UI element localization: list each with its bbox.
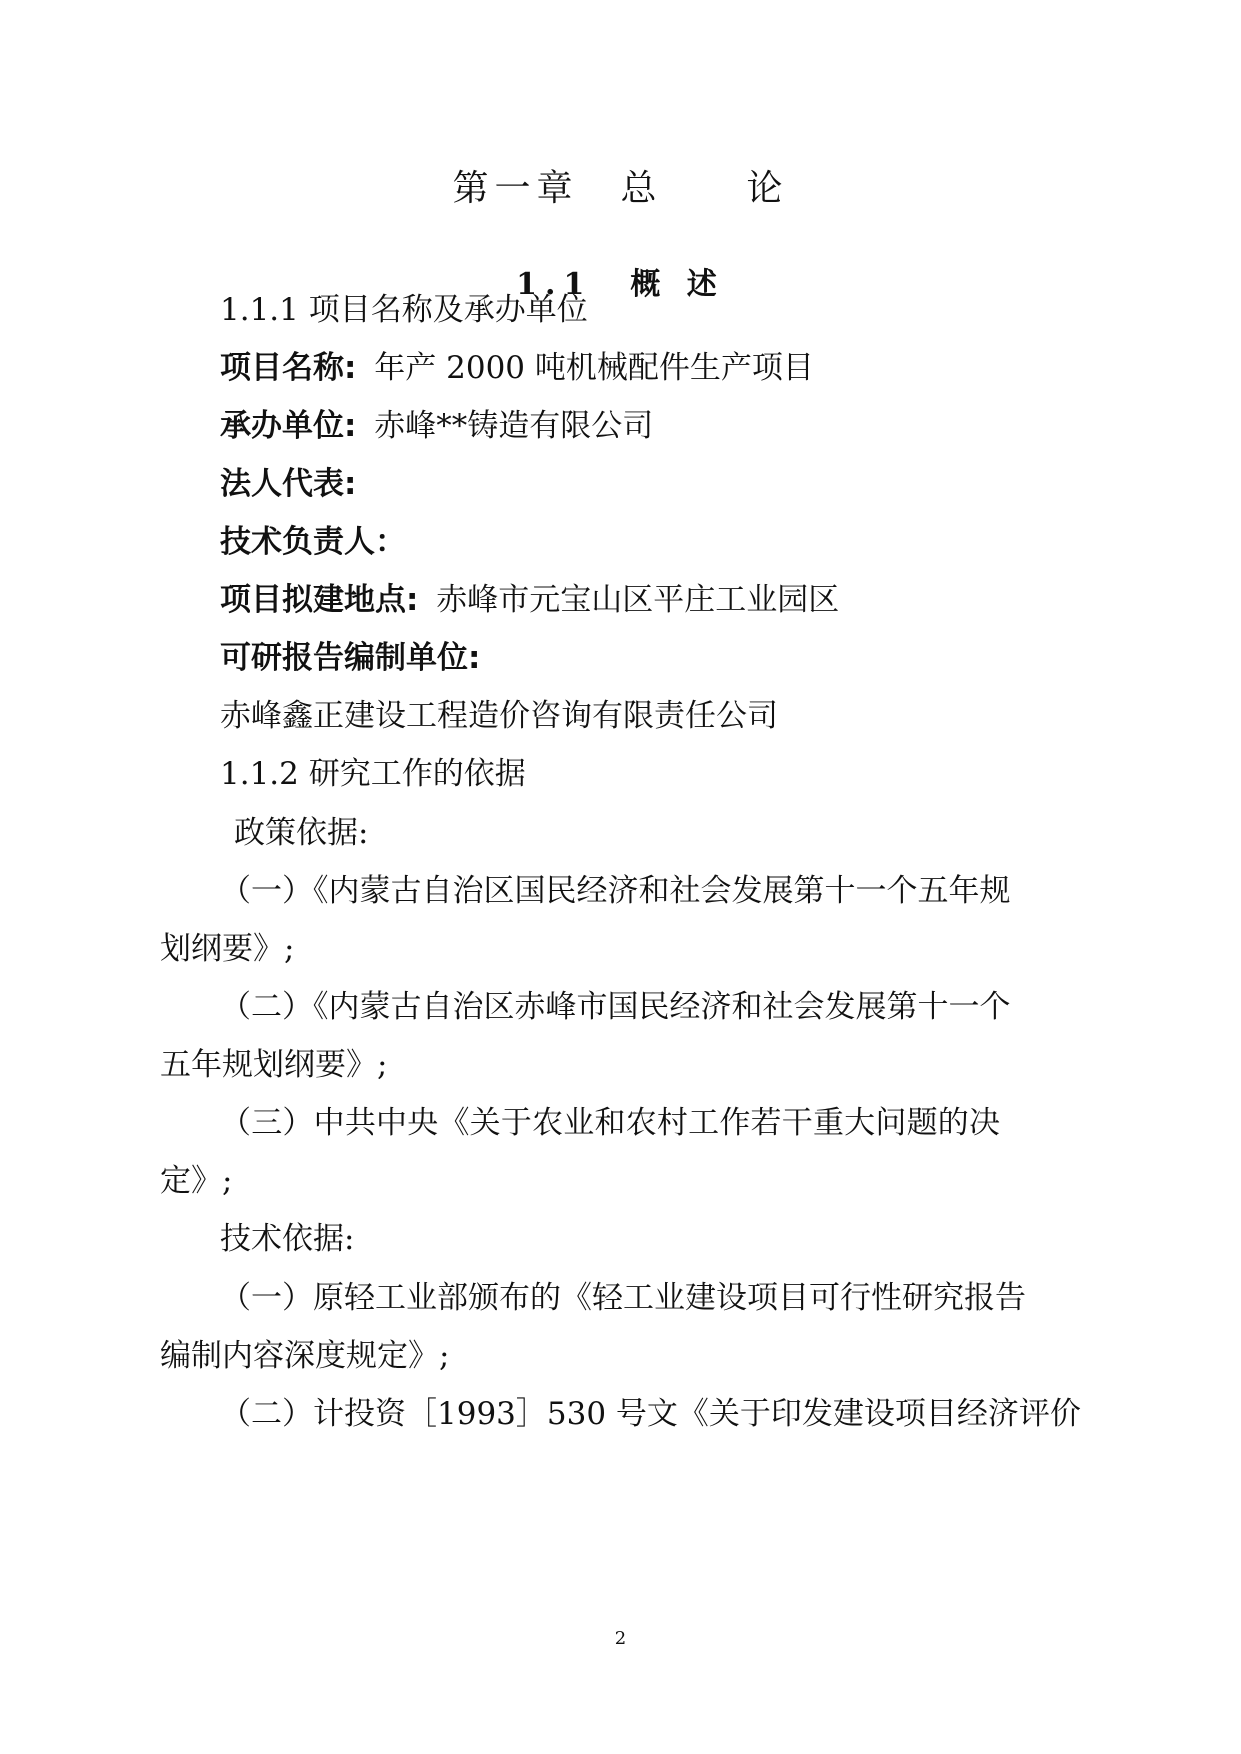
report-unit-value: 赤峰鑫正建设工程造价咨询有限责任公司 <box>220 698 778 734</box>
project-name-value: 年产 2000 吨机械配件生产项目 <box>374 350 814 386</box>
chapter-title: 第一章 总 论 <box>452 168 789 209</box>
report-unit-label: 可研报告编制单位: <box>220 640 481 676</box>
tech-basis-heading: 技术依据: <box>220 1221 355 1257</box>
section-title: 1.1 概 述 <box>516 267 725 302</box>
site-value: 赤峰市元宝山区平庄工业园区 <box>436 582 840 618</box>
policy-item-3-line-2: 定》; <box>160 1163 233 1199</box>
tech-item-1-line-2: 编制内容深度规定》; <box>160 1338 450 1374</box>
host-unit-label: 承办单位: <box>220 408 357 444</box>
host-unit-value: 赤峰**铸造有限公司 <box>374 408 654 444</box>
page-number: 2 <box>614 1628 627 1649</box>
site-label: 项目拟建地点: <box>220 582 419 618</box>
project-name-row <box>220 348 814 388</box>
site-row <box>220 580 839 620</box>
policy-item-3-line-1: （三）中共中央《关于农业和农村工作若干重大问题的决 <box>220 1105 1000 1141</box>
policy-item-1-line-1: （一）《内蒙古自治区国民经济和社会发展第十一个五年规 <box>220 873 1011 909</box>
subsection-1-1-2: 1.1.2 研究工作的依据 <box>220 756 526 792</box>
policy-item-2-line-1: （二）《内蒙古自治区赤峰市国民经济和社会发展第十一个 <box>220 989 1011 1025</box>
project-name-label: 项目名称: <box>220 350 357 386</box>
policy-basis-heading: 政策依据: <box>234 815 369 851</box>
policy-item-1-line-2: 划纲要》; <box>160 931 295 967</box>
subsection-1-1-1: 1.1.1 项目名称及承办单位 <box>220 292 588 328</box>
tech-lead-label: 技术负责人： <box>220 524 406 560</box>
policy-item-2-line-2: 五年规划纲要》; <box>160 1047 388 1083</box>
tech-item-1-line-1: （一）原轻工业部颁布的《轻工业建设项目可行性研究报告 <box>220 1280 1026 1316</box>
legal-rep-label: 法人代表: <box>220 466 357 502</box>
tech-item-2-line-1: （二）计投资［1993］530 号文《关于印发建设项目经济评价 <box>220 1396 1081 1432</box>
host-unit-row <box>220 406 653 446</box>
